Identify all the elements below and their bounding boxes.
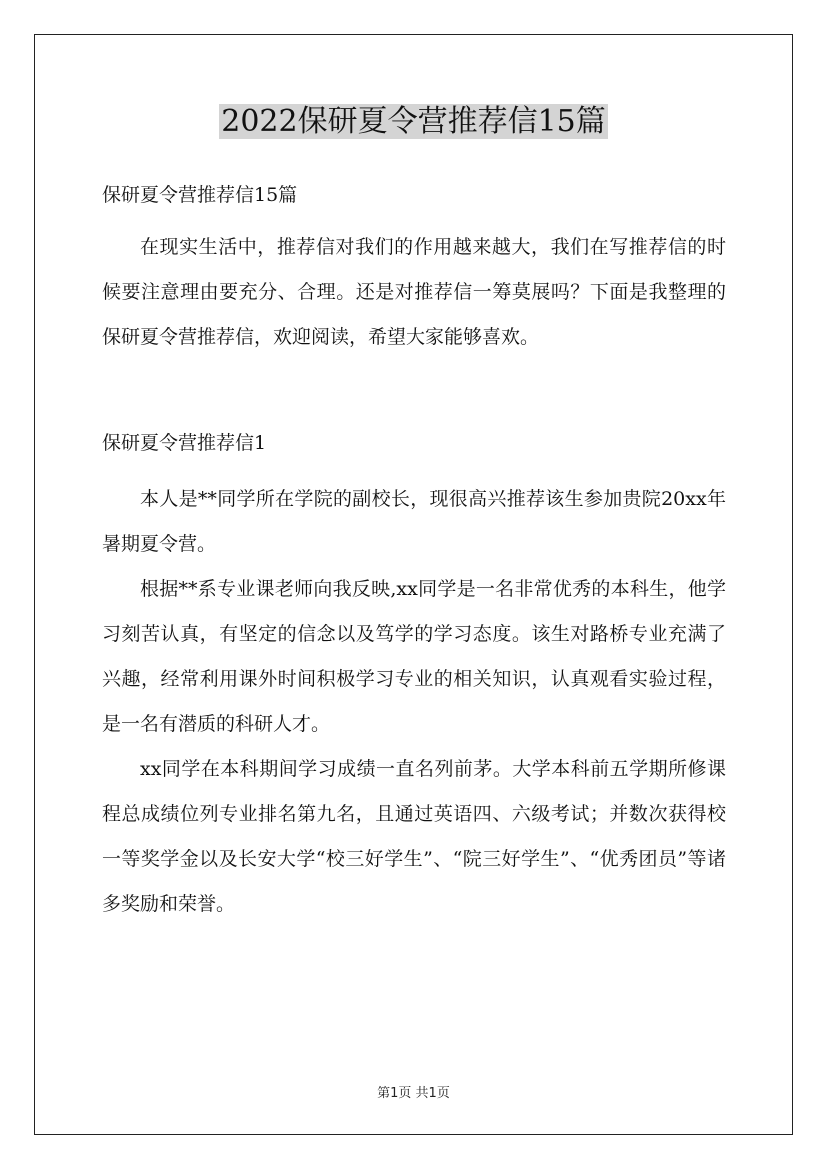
document-body (102, 170, 726, 927)
page-number: 第1页 共1页 (377, 1086, 450, 1101)
body-paragraph: 根据**系专业课老师向我反映,xx同学是一名非常优秀的本科生，他学习刻苦认真，有坚定的信念以及笃学的学习态度。该生对路桥专业充满了兴趣，经常利用课外时间积极学习专业的相关知识，认真观看实验过程，是一名有潜质的科研人才。 (102, 578, 726, 735)
page-footer (0, 1082, 827, 1101)
document-title-text: 2022保研夏令营推荐信15篇 (221, 104, 606, 139)
body-paragraph: 本人是**同学所在学院的副校长，现很高兴推荐该生参加贵院20xx年暑期夏令营。 (102, 488, 726, 555)
document-title (0, 100, 827, 144)
intro-paragraph: 在现实生活中，推荐信对我们的作用越来越大，我们在写推荐信的时候要注意理由要充分、合理。还是对推荐信一筹莫展吗？下面是我整理的保研夏令营推荐信，欢迎阅读，希望大家能够喜欢。 (102, 236, 726, 348)
section-heading: 保研夏令营推荐信1 (102, 432, 267, 454)
document-subtitle: 保研夏令营推荐信15篇 (102, 184, 298, 206)
body-paragraph: xx同学在本科期间学习成绩一直名列前茅。大学本科前五学期所修课程总成绩位列专业排名第九名，且通过英语四、六级考试；并数次获得校一等奖学金以及长安大学“校三好学生”、“院三好学生”、“优秀团员”等诸多奖励和荣誉。 (102, 758, 726, 915)
